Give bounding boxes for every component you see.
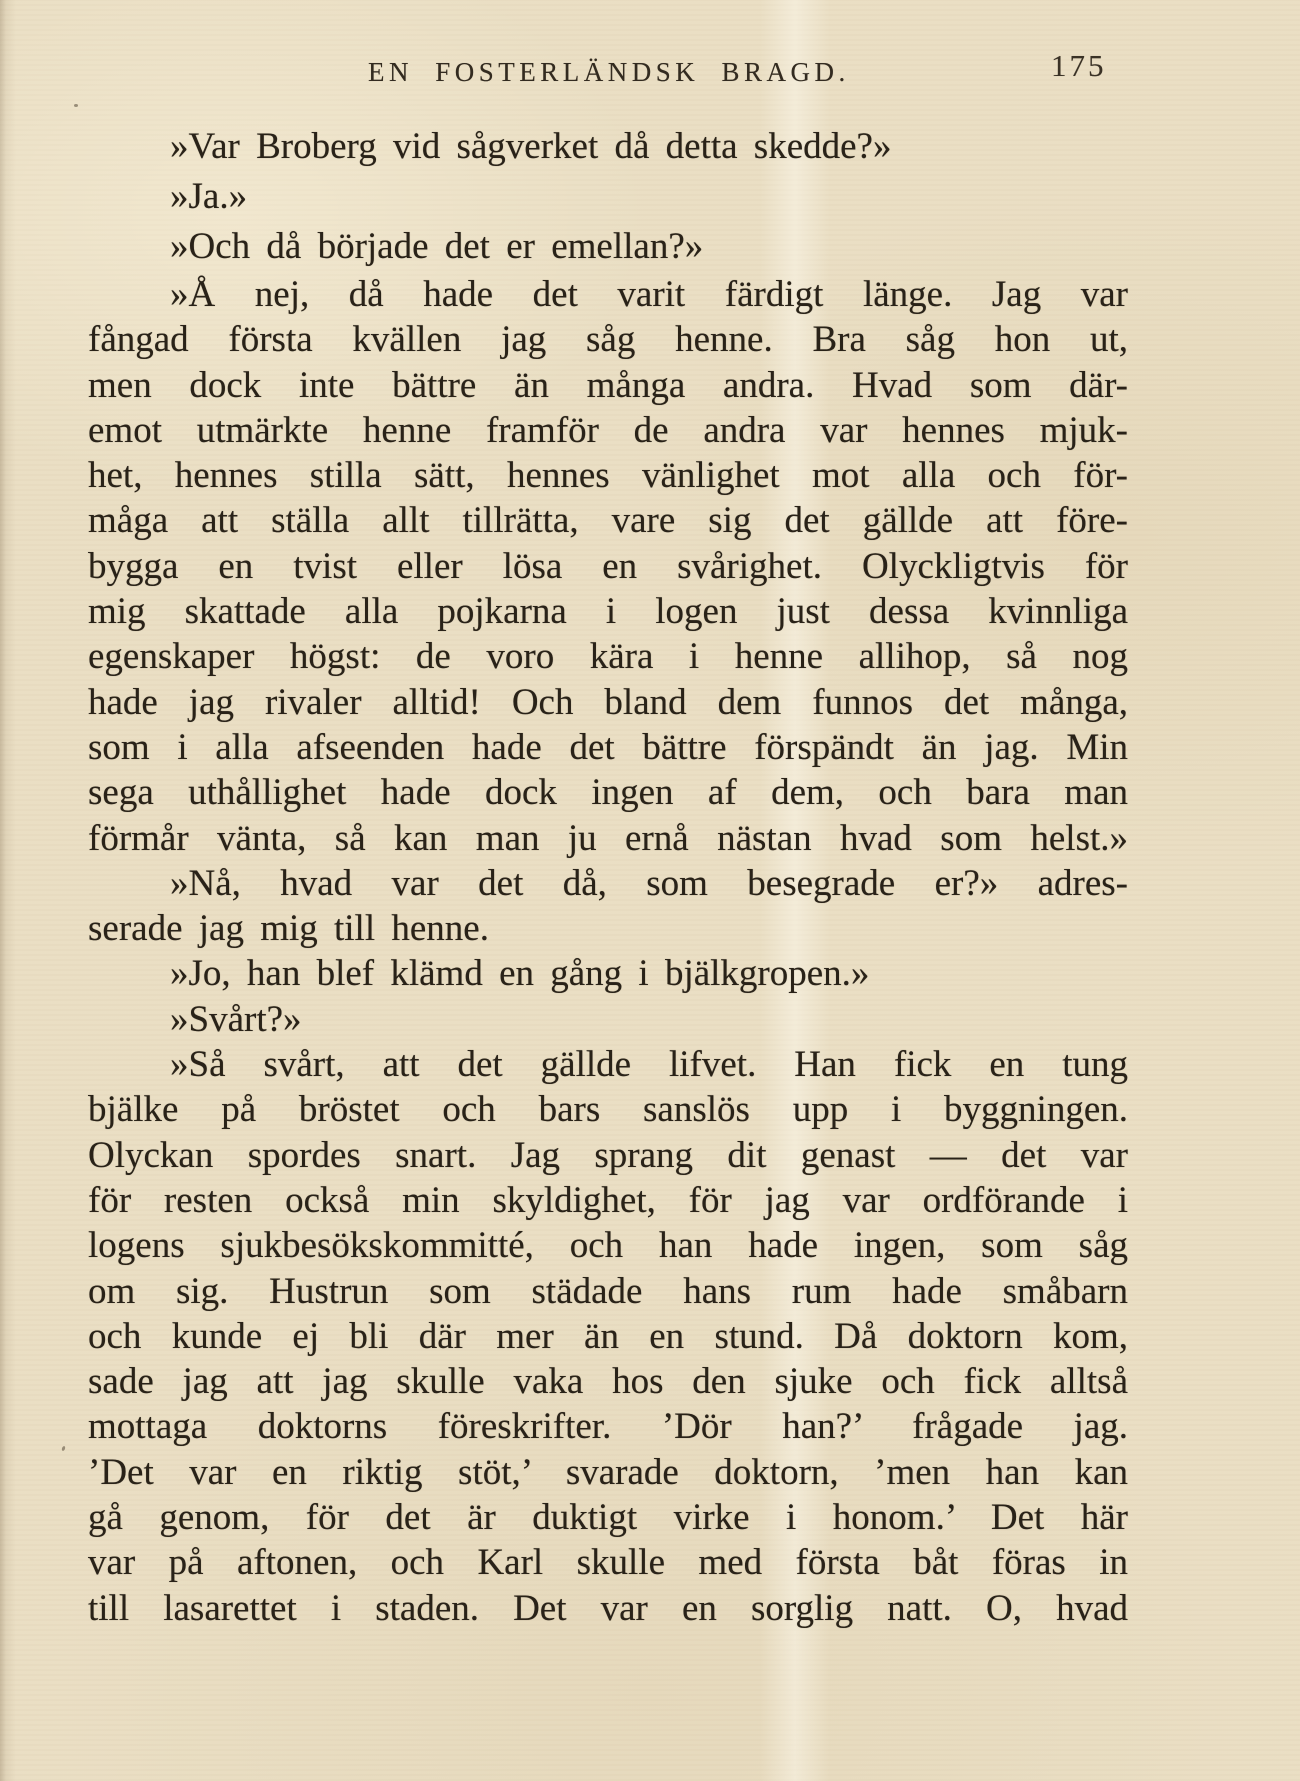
text-line: mottaga doktorns föreskrifter. ’Dör han?’ frågade jag. [88, 1406, 1128, 1448]
text-line: mig skattade alla pojkarna i logen just dessa kvinnliga [88, 591, 1128, 633]
text-line: egenskaper högst: de voro kära i henne allihop, så nog [88, 636, 1128, 678]
text-line: het, hennes stilla sätt, hennes vänlighet mot alla och för- [88, 455, 1128, 497]
text-line: »Ja.» [170, 176, 248, 217]
paper-speck [74, 104, 78, 107]
text-line: hade jag rivaler alltid! Och bland dem funnos det många, [88, 681, 1128, 723]
text-line: förmår vänta, så kan man ju ernå nästan hvad som helst.» [88, 817, 1128, 859]
text-line: om sig. Hustrun som städade hans rum hade småbarn [88, 1270, 1128, 1312]
text-line: ’Det var en riktig stöt,’ svarade doktorn, ’men han kan [88, 1451, 1128, 1493]
paper-speck [61, 1446, 66, 1452]
text-line: bjälke på bröstet och bars sanslös upp i byggningen. [88, 1089, 1128, 1131]
text-line: »Svårt?» [170, 998, 302, 1040]
text-line: serade jag mig till henne. [88, 908, 489, 950]
page-number: 175 [1051, 48, 1107, 83]
text-line: men dock inte bättre än många andra. Hvad som där- [88, 364, 1128, 406]
text-line: »Var Broberg vid sågverket då detta skedde?» [170, 126, 892, 167]
text-line: gå genom, för det är duktigt virke i honom.’ Det här [88, 1497, 1128, 1539]
text-line: emot utmärkte henne framför de andra var hennes mjuk- [88, 409, 1128, 451]
text-line: sega uthållighet hade dock ingen af dem, och bara man [88, 772, 1128, 814]
text-line: bygga en tvist eller lösa en svårighet. Olyckligtvis för [88, 545, 1128, 587]
page-text [88, 122, 1128, 1631]
text-line: fångad första kvällen jag såg henne. Bra såg hon ut, [88, 319, 1128, 361]
text-line: »Nå, hvad var det då, som besegrade er?» adres- [170, 862, 1128, 904]
text-line: »Och då började det er emellan?» [170, 226, 704, 267]
text-line: som i alla afseenden hade det bättre förspändt än jag. Min [88, 726, 1128, 768]
text-line: för resten också min skyldighet, för jag var ordförande i [88, 1179, 1128, 1221]
text-line: logens sjukbesökskommitté, och han hade ingen, som såg [88, 1225, 1128, 1267]
text-line: »Så svårt, att det gällde lifvet. Han fick en tung [170, 1044, 1128, 1086]
text-line: till lasarettet i staden. Det var en sorglig natt. O, hvad [88, 1587, 1128, 1629]
text-line: sade jag att jag skulle vaka hos den sjuke och fick alltså [88, 1361, 1128, 1403]
running-header-title: EN FOSTERLÄNDSK BRAGD. [368, 57, 850, 87]
text-line: »Jo, han blef klämd en gång i bjälkgropen.» [170, 953, 870, 995]
text-line: måga att ställa allt tillrätta, vare sig det gällde att före- [88, 500, 1128, 542]
text-line: och kunde ej bli där mer än en stund. Då doktorn kom, [88, 1315, 1128, 1357]
text-line: »Å nej, då hade det varit färdigt länge. Jag var [170, 274, 1128, 315]
text-line: var på aftonen, och Karl skulle med första båt föras in [88, 1542, 1128, 1584]
text-line: Olyckan spordes snart. Jag sprang dit genast — det var [88, 1134, 1128, 1176]
